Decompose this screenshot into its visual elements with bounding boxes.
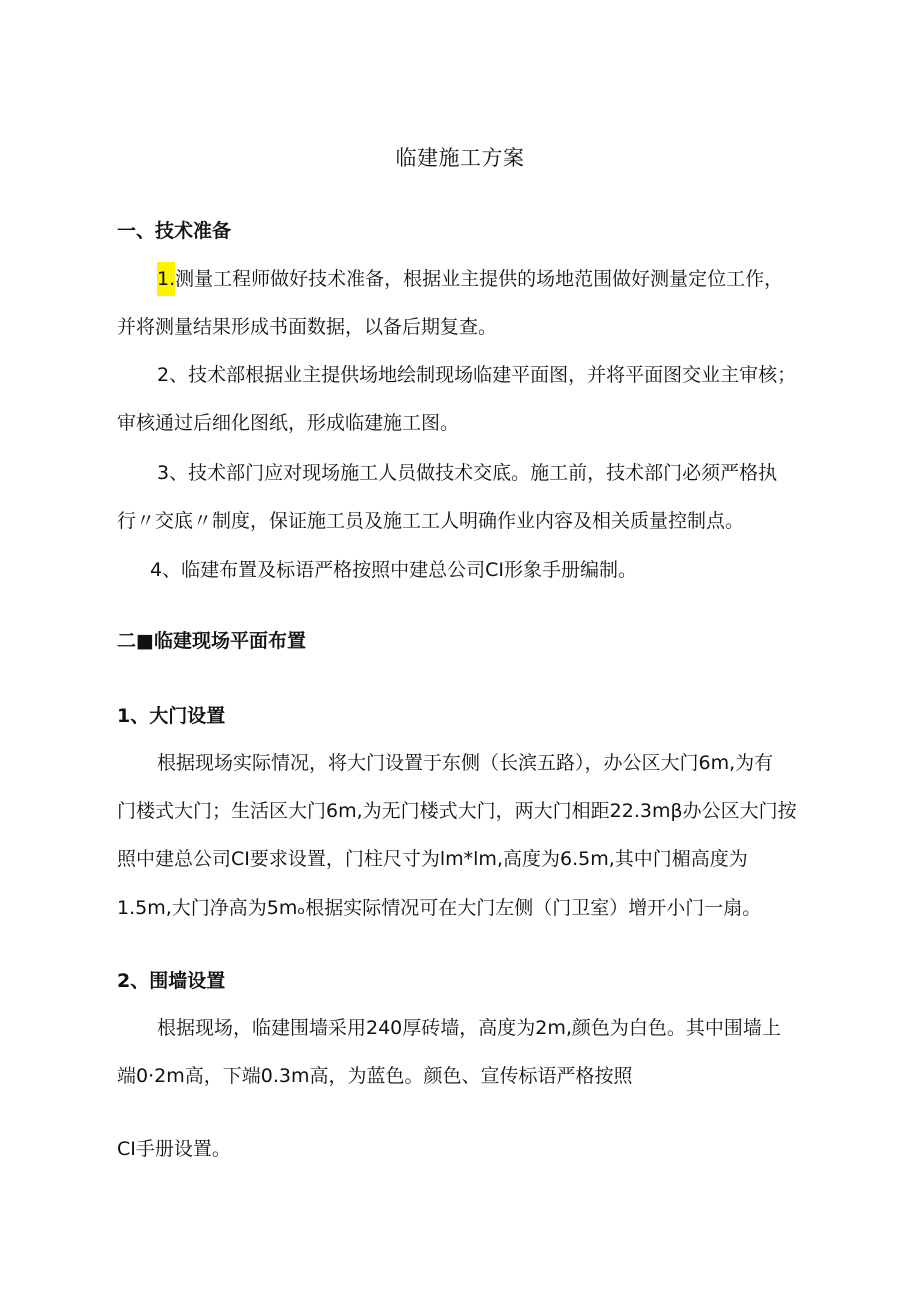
paragraph-line: 2、技术部根据业主提供场地绘制现场临建平面图，并将平面图交业主审核； xyxy=(157,364,797,386)
section-heading-tech-prep: 一、技术准备 xyxy=(117,220,232,242)
paragraph-line: 端0·2m高，下端0.3m高，为蓝色。颜色、宣传标语严格按照 xyxy=(117,1065,633,1087)
paragraph-line: 4、临建布置及标语严格按照中建总公司CI形象手册编制。 xyxy=(150,559,637,581)
paragraph-line: 审核通过后细化图纸，形成临建施工图。 xyxy=(117,412,460,434)
highlighted-number: 1. xyxy=(157,262,175,296)
paragraph-line: 1.5m,大门净高为5mₒ根据实际情况可在大门左侧（门卫室）增开小门一扇。 xyxy=(117,897,762,919)
page-title: 临建施工方案 xyxy=(395,146,525,170)
paragraph-line: 照中建总公司CI要求设置，门柱尺寸为lm*lm,高度为6.5m,其中门楣高度为 xyxy=(117,848,748,870)
paragraph-line: CI手册设置。 xyxy=(117,1138,231,1160)
subsection-heading-wall: 2、围墙设置 xyxy=(117,970,226,992)
paragraph-line: 根据现场，临建围墙采用240厚砖墙，高度为2m,颜色为白色。其中围墙上 xyxy=(157,1017,781,1039)
paragraph-line: 门楼式大门；生活区大门6m,为无门楼式大门，两大门相距22.3mβ办公区大门按 xyxy=(117,800,797,822)
paragraph-line: 3、技术部门应对现场施工人员做技术交底。施工前，技术部门必须严格执 xyxy=(157,462,778,484)
paragraph-line: 根据现场实际情况，将大门设置于东侧（长滨五路），办公区大门6m,为有 xyxy=(157,752,774,774)
subsection-heading-gate: 1、大门设置 xyxy=(117,705,226,727)
paragraph-line: 并将测量结果形成书面数据，以备后期复查。 xyxy=(117,316,498,338)
paragraph-line xyxy=(157,264,783,294)
paragraph-line: 行〃交底〃制度，保证施工员及施工工人明确作业内容及相关质量控制点。 xyxy=(117,510,745,532)
paragraph-text: 测量工程师做好技术准备，根据业主提供的场地范围做好测量定位工作， xyxy=(175,268,784,290)
section-heading-site-layout: 二■临建现场平面布置 xyxy=(117,630,306,652)
